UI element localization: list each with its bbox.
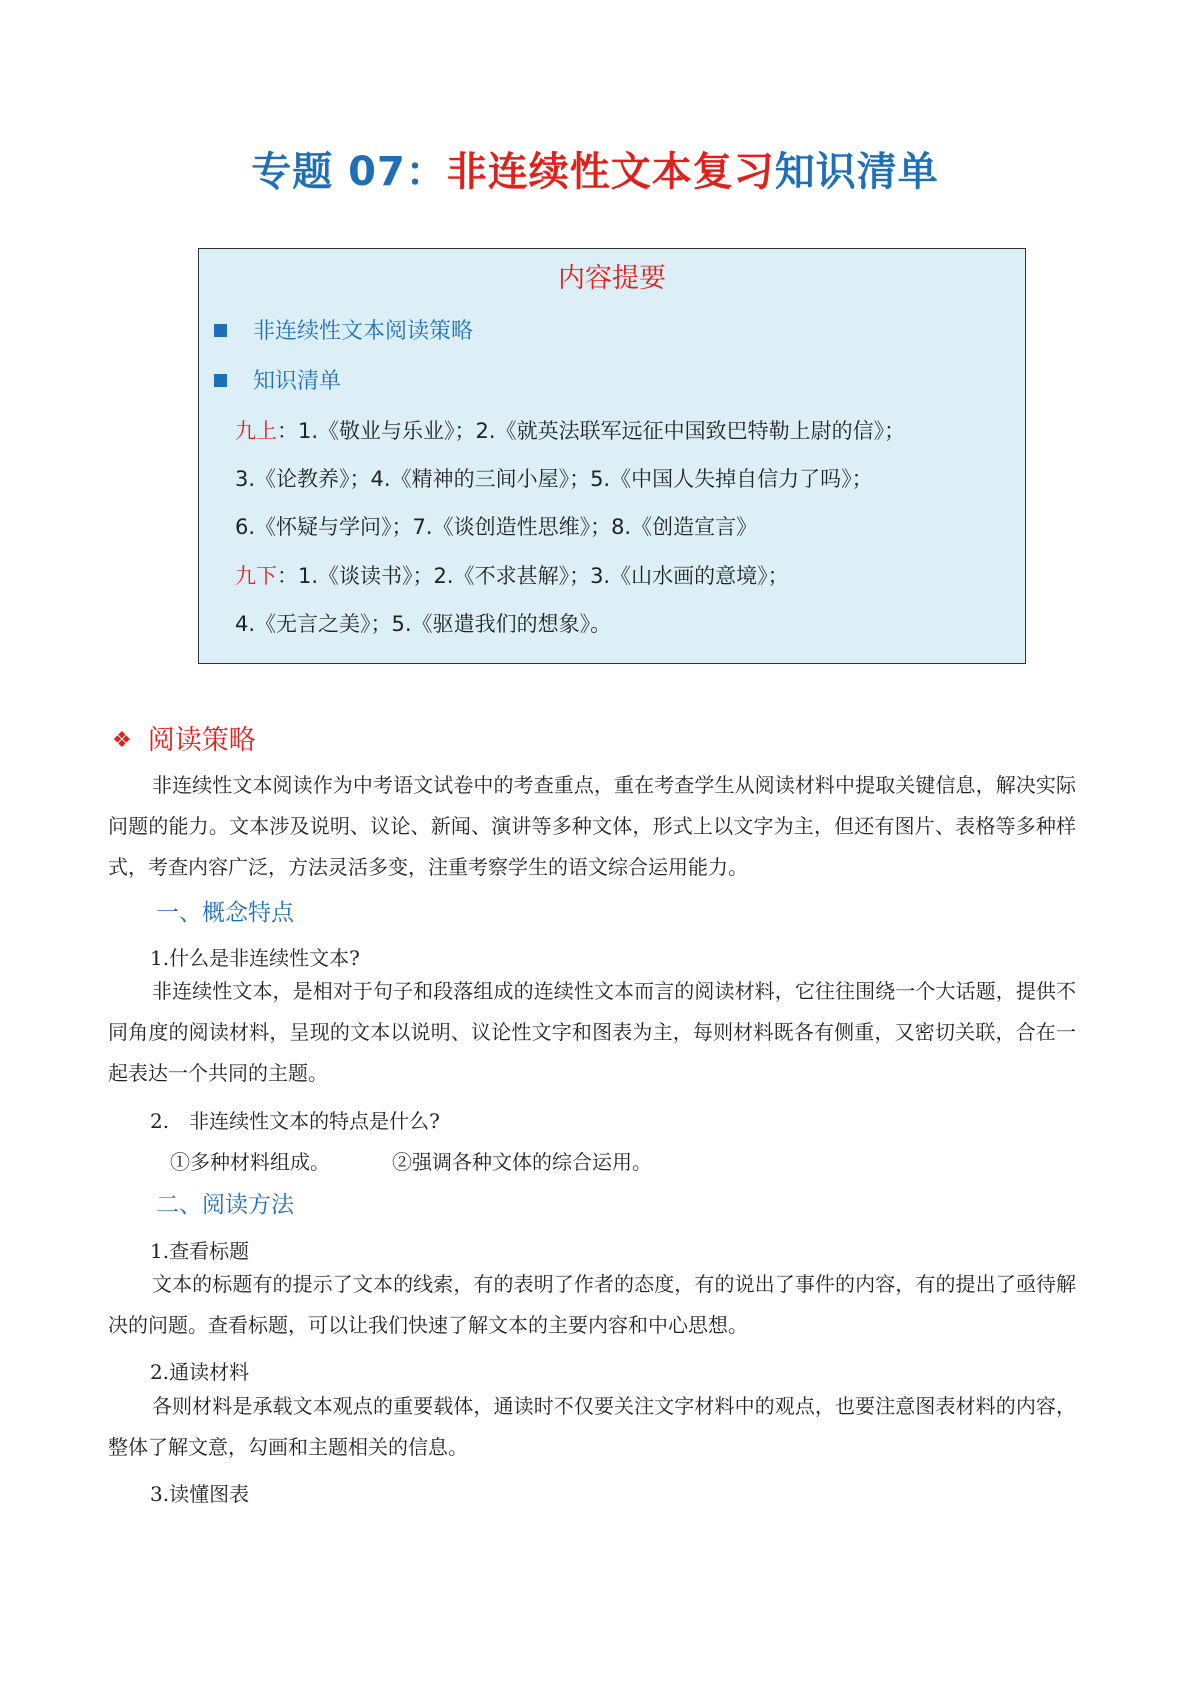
summary-bullet-label: 知识清单 [253, 369, 342, 394]
question-1: 1.什么是非连续性文本? [150, 946, 360, 970]
method-2-title: 2.通读材料 [150, 1360, 250, 1384]
summary-bullet-label: 非连续性文本阅读策略 [253, 319, 474, 344]
title-suffix: 知识清单 [774, 149, 939, 195]
strategy-heading-label: 阅读策略 [147, 725, 256, 756]
toc-grade9-down-line2: 4.《无言之美》；5.《驱遣我们的想象》。 [235, 612, 612, 636]
concept-heading: 一、概念特点 [156, 900, 294, 926]
square-bullet-icon [214, 374, 227, 387]
summary-bullet-strategy [214, 314, 473, 345]
summary-heading: 内容提要 [558, 263, 666, 294]
toc-grade9-down-line1 [235, 560, 789, 590]
method-2-text: 各则材料是承载文本观点的重要载体，通读时不仅要关注文字材料中的观点，也要注意图表材料的内容，整体了解文意，勾画和主题相关的信息。 [108, 1394, 1076, 1459]
question-2: 2. 非连续性文本的特点是什么? [150, 1109, 440, 1133]
summary-bullet-knowledge [214, 364, 341, 395]
method-1-text: 文本的标题有的提示了文本的线索，有的表明了作者的态度，有的说出了事件的内容，有的提出了亟待解决的问题。查看标题，可以让我们快速了解文本的主要内容和中心思想。 [108, 1272, 1076, 1337]
toc-grade9-up-line2: 3.《论教养》；4.《精神的三间小屋》；5.《中国人失掉自信力了吗》； [235, 467, 873, 491]
title-topic: 非连续性文本复习 [446, 149, 775, 195]
title-prefix: 专题 07： [251, 149, 447, 195]
page-title [0, 140, 1190, 197]
answer-1: 非连续性文本，是相对于句子和段落组成的连续性文本而言的阅读材料，它往往围绕一个大话题，提供不同角度的阅读材料，呈现的文本以说明、议论性文字和图表为主，每则材料既各有侧重，又密切关联，合在一起表达一个共同的主题。 [108, 979, 1076, 1085]
toc-grade9-up-line3: 6.《怀疑与学问》；7.《谈创造性思维》；8.《创造宣言》 [235, 515, 758, 539]
feature-2: ②强调各种文体的综合运用。 [392, 1150, 652, 1174]
diamond-bullet-icon: ❖ [112, 728, 132, 753]
grade-label: 九下 [235, 564, 277, 588]
toc-text: ：1.《谈读书》；2.《不求甚解》；3.《山水画的意境》； [277, 564, 789, 588]
toc-grade9-up-line1 [235, 415, 905, 445]
grade-label: 九上 [235, 419, 277, 443]
square-bullet-icon [214, 324, 227, 337]
feature-1: ①多种材料组成。 [170, 1150, 330, 1174]
strategy-section-heading [112, 718, 256, 757]
strategy-intro: 非连续性文本阅读作为中考语文试卷中的考查重点，重在考查学生从阅读材料中提取关键信息，解决实际问题的能力。文本涉及说明、议论、新闻、演讲等多种文体，形式上以文字为主，但还有图片、表格等多种样式，考查内容广泛，方法灵活多变，注重考察学生的语文综合运用能力。 [108, 773, 1076, 879]
toc-text: ：1.《敬业与乐业》；2.《就英法联军远征中国致巴特勒上尉的信》； [277, 419, 906, 443]
method-heading: 二、阅读方法 [156, 1192, 294, 1218]
method-3-title: 3.读懂图表 [150, 1482, 250, 1506]
method-1-title: 1.查看标题 [150, 1239, 250, 1263]
summary-box [198, 248, 1026, 664]
